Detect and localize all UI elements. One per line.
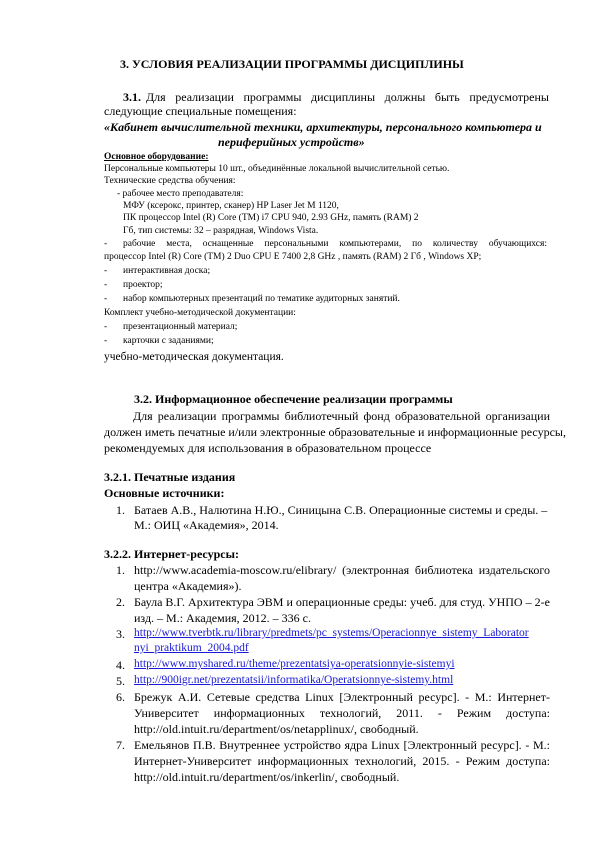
room-name: «Кабинет вычислительной техники, архитектуры, персонального компьютера и — [104, 120, 542, 134]
equipment-text: Гб, тип системы: 32 – разрядная, Windows Vista. — [123, 226, 319, 236]
list-dash: - — [104, 239, 108, 249]
list-item: Емельянов П.В. Внутреннее устройство ядра Linux [Электронный ресурс]. - М.: — [134, 738, 550, 752]
list-item: Брежук А.И. Сетевые средства Linux [Электронный ресурс]. - М.: Интернет- — [134, 690, 550, 704]
paragraph-text: рекомендуемых для использования в образовательном процессе — [104, 441, 432, 455]
list-dash: - — [104, 280, 108, 290]
list-dash: - — [104, 294, 108, 304]
list-item: карточки с заданиями; — [123, 336, 214, 346]
equipment-text: ПК процессор Intel (R) Core (TM) i7 CPU 940, 2.93 GHz, память (RAM) 2 — [123, 213, 419, 223]
list-item: проектор; — [123, 280, 163, 290]
section-title: 3.2.1. Печатные издания — [104, 470, 236, 484]
paragraph-text: должен иметь печатные и/или электронные образовательные и информационные ресурсы, — [104, 425, 566, 439]
sources-heading: Основные источники: — [104, 486, 225, 500]
equipment-text: рабочие места, оснащенные персональными компьютерами, по количеству обучающихся: — [123, 239, 547, 249]
list-dash: - — [104, 266, 108, 276]
equipment-text: МФУ (ксерокс, принтер, сканер) HP Laser Jet M 1120, — [123, 201, 339, 211]
list-item: М.: ОИЦ «Академия», 2014. — [134, 518, 279, 532]
resource-link[interactable]: nyi_praktikum_2004.pdf — [134, 642, 249, 654]
list-number: 3. — [116, 627, 125, 641]
resource-link[interactable]: http://www.myshared.ru/theme/prezentatsiya-operatsionnyie-sistemyi — [134, 658, 455, 670]
section-title: 3.2. Информационное обеспечение реализации программы — [134, 392, 453, 406]
list-number: 4. — [116, 658, 125, 672]
list-number: 1. — [116, 503, 125, 517]
list-number: 6. — [116, 690, 125, 704]
list-item: Баула В.Г. Архитектура ЭВМ и операционные среды: учеб. для студ. УНПО – 2-е — [134, 595, 550, 609]
list-dash: - — [104, 322, 108, 332]
resource-link[interactable]: http://www.tverbtk.ru/library/predmets/pc_systems/Operacionnye_sistemy_Laborator — [134, 627, 529, 639]
list-number: 2. — [116, 595, 125, 609]
list-item: Батаев А.В., Налютина Н.Ю., Синицына С.В. Операционные системы и среды. – — [134, 503, 548, 517]
paragraph-text: следующие специальные помещения: — [104, 104, 297, 118]
list-item: центра «Академия»). — [134, 579, 242, 593]
list-item: набор компьютерных презентаций по тематике аудиторных занятий. — [123, 294, 400, 304]
equipment-subheading: Комплект учебно-методической документации: — [104, 308, 296, 318]
list-number: 1. — [116, 563, 125, 577]
section-title: 3.2.2. Интернет-ресурсы: — [104, 547, 239, 561]
list-number: 5. — [116, 674, 125, 688]
equipment-text: Персональные компьютеры 10 шт., объединённые локальной вычислительной сетью. — [104, 164, 450, 174]
equipment-heading: Основное оборудование: — [104, 152, 209, 162]
list-item: изд. – М.: Академия, 2012. – 336 с. — [134, 611, 311, 625]
list-item: http://old.intuit.ru/department/os/netapplinux/, свободный. — [134, 722, 419, 736]
resource-link[interactable]: http://900igr.net/prezentatsii/informatika/Operatsionnye-sistemy.html — [134, 674, 454, 686]
paragraph-text: Для реализации программы дисциплины должны быть предусмотрены — [146, 90, 549, 104]
section-title: 3. УСЛОВИЯ РЕАЛИЗАЦИИ ПРОГРАММЫ ДИСЦИПЛИНЫ — [120, 57, 464, 71]
list-item: презентационный материал; — [123, 322, 238, 332]
equipment-text: - рабочее место преподавателя: — [117, 189, 244, 199]
list-item: http://www.academia-moscow.ru/elibrary/ (электронная библиотека издательского — [134, 563, 550, 577]
list-item: http://old.intuit.ru/department/os/inkerlin/, свободный. — [134, 770, 400, 784]
room-name: периферийных устройств» — [218, 135, 365, 149]
equipment-text: процессор Intel (R) Core (TM) 2 Duo CPU E 7400 2,8 GHz , память (RAM) 2 Гб , Windows XP; — [104, 252, 482, 262]
list-item: Университет информационных технологий, 2011. - Режим доступа: — [134, 706, 550, 720]
list-number: 7. — [116, 738, 125, 752]
list-item: Интернет-Университет информационных технологий, 2015. - Режим доступа: — [134, 754, 550, 768]
paragraph-text: Для реализации программы библиотечный фонд образовательной организации — [133, 409, 550, 423]
list-item: интерактивная доска; — [123, 266, 211, 276]
paragraph-number: 3.1. — [123, 90, 141, 104]
equipment-subheading: Технические средства обучения: — [104, 176, 236, 186]
list-dash: - — [104, 336, 108, 346]
list-item: учебно-методическая документация. — [104, 351, 284, 363]
